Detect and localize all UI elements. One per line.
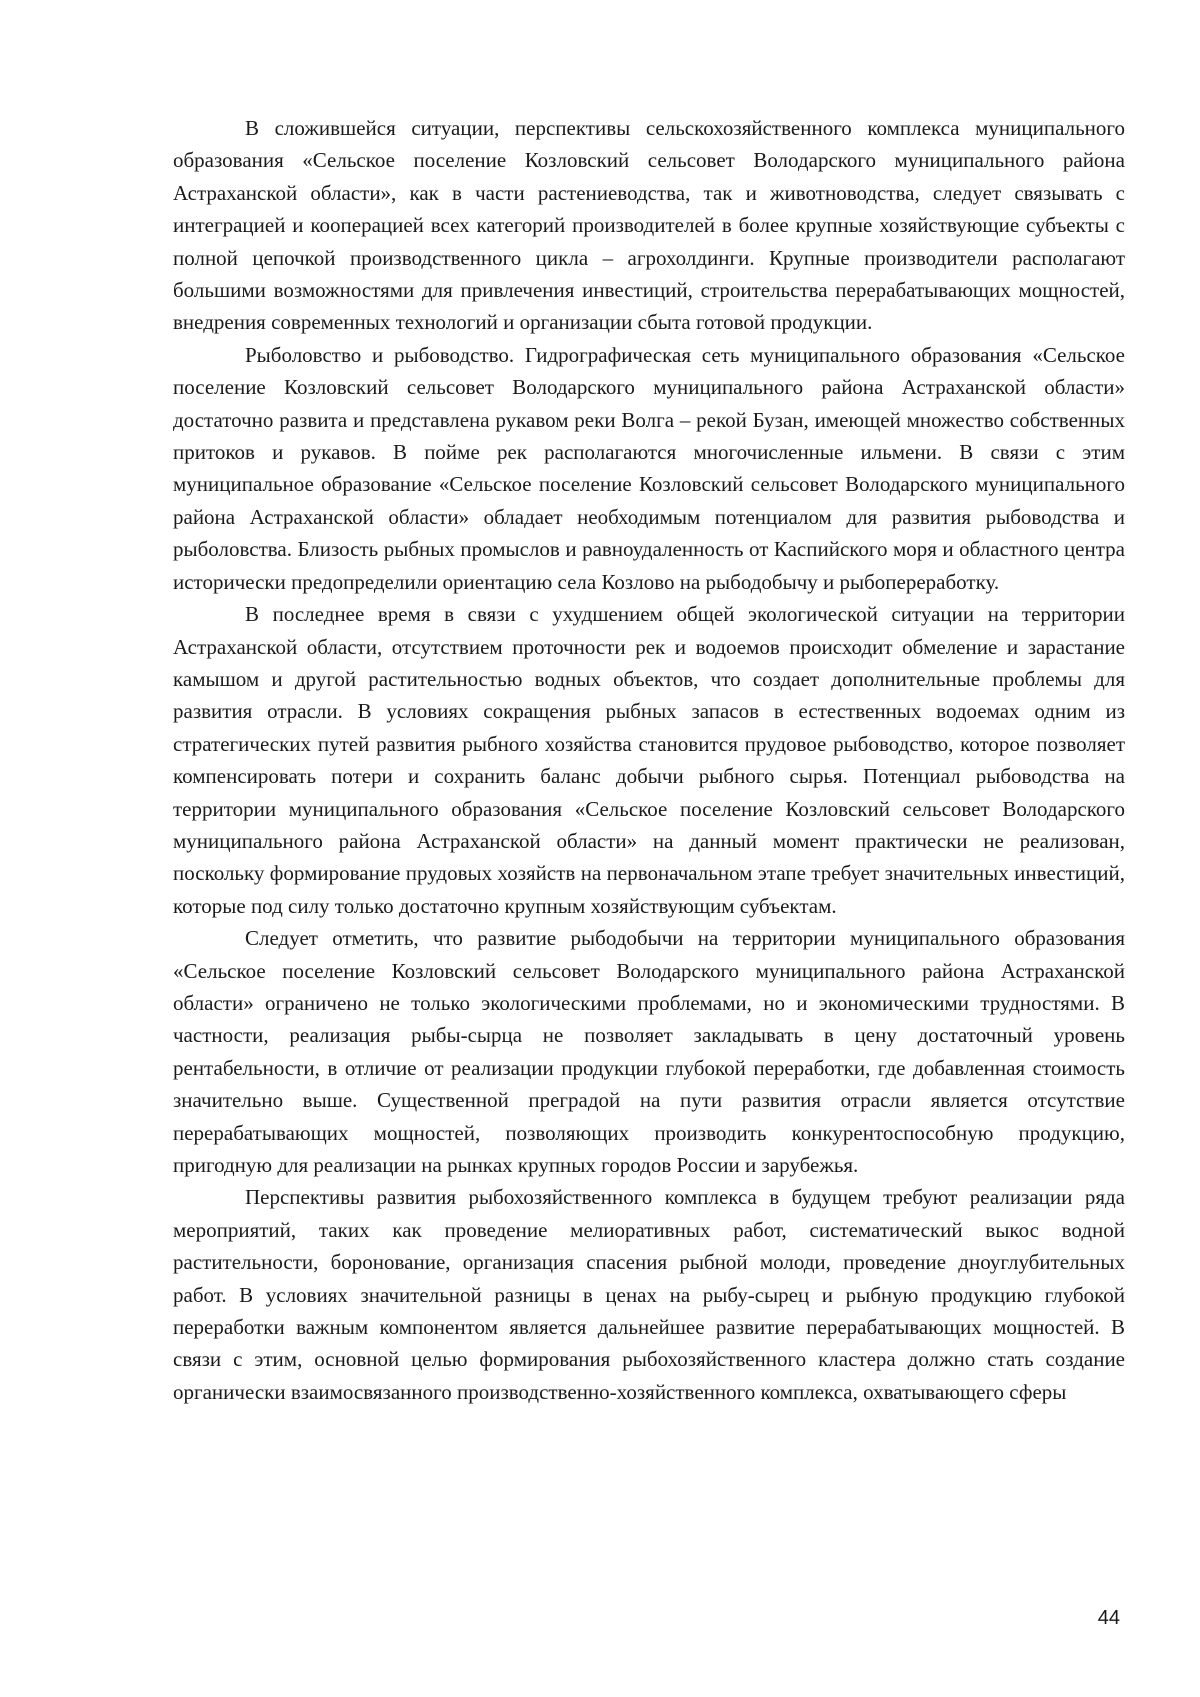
document-body (173, 112, 1125, 1408)
paragraph-ecological-situation: В последнее время в связи с ухудшением общей экологической ситуации на территории Астраханской области, отсутствием проточности рек и водоемов происходит обмеление и зарастание камышом и другой растительностью водных объектов, что создает дополнительные проблемы для развития отрасли. В условиях сокращения рыбных запасов в естественных водоемах одним из стратегических путей развития рыбного хозяйства становится прудовое рыбоводство, которое позволяет компенсировать потери и сохранить баланс добычи рыбного сырья. Потенциал рыбоводства на территории муниципального образования «Сельское поселение Козловский сельсовет Володарского муниципального района Астраханской области» на данный момент практически не реализован, поскольку формирование прудовых хозяйств на первоначальном этапе требует значительных инвестиций, которые под силу только достаточно крупным хозяйствующим субъектам. (173, 602, 1125, 918)
page-number: 44 (1097, 1607, 1120, 1629)
paragraph-fishing-overview: Рыболовство и рыбоводство. Гидрографическая сеть муниципального образования «Сельское поселение Козловский сельсовет Володарского муниципального района Астраханской области» достаточно развита и представлена рукавом реки Волга – рекой Бузан, имеющей множество собственных притоков и рукавов. В пойме рек располагаются многочисленные ильмени. В связи с этим муниципальное образование «Сельское поселение Козловский сельсовет Володарского муниципального района Астраханской области» обладает необходимым потенциалом для развития рыбоводства и рыболовства. Близость рыбных промыслов и равноудаленность от Каспийского моря и областного центра исторически предопределили ориентацию села Козлово на рыбодобычу и рыбопереработку. (173, 342, 1125, 594)
paragraph-development-prospects: Перспективы развития рыбохозяйственного комплекса в будущем требуют реализации ряда мероприятий, таких как проведение мелиоративных работ, систематический выкос водной растительности, боронование, организация спасения рыбной молоди, проведение дноуглубительных работ. В условиях значительной разницы в ценах на рыбу-сырец и рыбную продукцию глубокой переработки важным компонентом является дальнейшее развитие перерабатывающих мощностей. В связи с этим, основной целью формирования рыбохозяйственного кластера должно стать создание органически взаимосвязанного производственно-хозяйственного комплекса, охватывающего сферы (173, 1185, 1125, 1404)
paragraph-economic-difficulties: Следует отметить, что развитие рыбодобычи на территории муниципального образования «Сельское поселение Козловский сельсовет Володарского муниципального района Астраханской области» ограничено не только экологическими проблемами, но и экономическими трудностями. В частности, реализация рыбы-сырца не позволяет закладывать в цену достаточный уровень рентабельности, в отличие от реализации продукции глубокой переработки, где добавленная стоимость значительно выше. Существенной преградой на пути развития отрасли является отсутствие перерабатывающих мощностей, позволяющих производить конкурентоспособную продукцию, пригодную для реализации на рынках крупных городов России и зарубежья. (173, 926, 1125, 1177)
paragraph-agro-integration: В сложившейся ситуации, перспективы сельскохозяйственного комплекса муниципального образования «Сельское поселение Козловский сельсовет Володарского муниципального района Астраханской области», как в части растениеводства, так и животноводства, следует связывать с интеграцией и кооперацией всех категорий производителей в более крупные хозяйствующие субъекты с полной цепочкой производственного цикла – агрохолдинги. Крупные производители располагают большими возможностями для привлечения инвестиций, строительства перерабатывающих мощностей, внедрения современных технологий и организации сбыта готовой продукции. (173, 116, 1125, 335)
